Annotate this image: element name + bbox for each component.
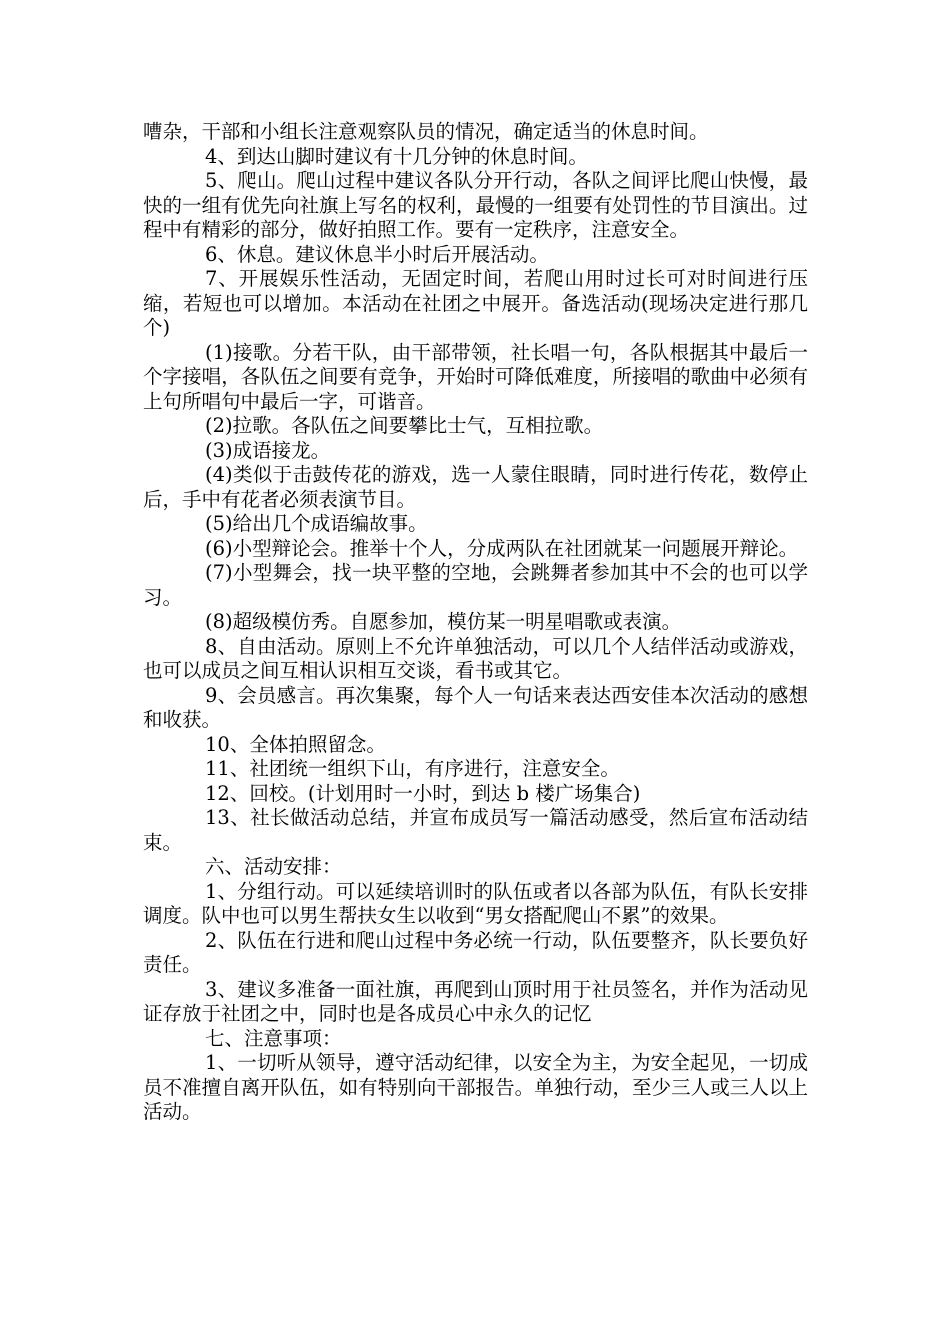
paragraph-item-6: 6、休息。建议休息半小时后开展活动。 <box>205 242 549 266</box>
paragraph-arrangement-3: 3、建议多准备一面社旗，再爬到山顶时用于社员签名，并作为活动见证存放于社团之中，同时也是各成员心中永久的记忆 <box>143 977 808 1025</box>
paragraph-sub-item-3: (3)成语接龙。 <box>205 438 331 462</box>
paragraph-sub-item-1: (1)接歌。分若干队，由干部带领，社长唱一句，各队根据其中最后一个字接唱，各队伍之间要有竞争，开始时可降低难度，所接唱的歌曲中必须有上句所唱句中最后一字，可谐音。 <box>143 340 808 413</box>
paragraph-sub-item-6: (6)小型辩论会。推举十个人，分成两队在社团就某一问题展开辩论。 <box>205 536 799 560</box>
paragraph-item-12: 12、回校。(计划用时一小时，到达 b 楼广场集合) <box>205 781 641 805</box>
paragraph-item-13: 13、社长做活动总结，并宣布成员写一篇活动感受，然后宣布活动结束。 <box>143 806 808 854</box>
paragraph-arrangement-1: 1、分组行动。可以延续培训时的队伍或者以各部为队伍，有队长安排调度。队中也可以男生帮扶女生以收到“男女搭配爬山不累”的效果。 <box>143 879 808 927</box>
document-body <box>143 120 808 1125</box>
paragraph-item-10: 10、全体拍照留念。 <box>205 732 386 756</box>
paragraph-sub-item-4: (4)类似于击鼓传花的游戏，选一人蒙住眼睛，同时进行传花，数停止后，手中有花者必须表演节目。 <box>143 463 808 511</box>
paragraph-sub-item-2: (2)拉歌。各队伍之间要攀比士气，互相拉歌。 <box>205 414 604 437</box>
paragraph-precaution-1: 1、一切听从领导，遵守活动纪律，以安全为主，为安全起见，一切成员不准擅自离开队伍，如有特别向干部报告。单独行动，至少三人或三人以上活动。 <box>143 1051 808 1123</box>
paragraph-sub-item-5: (5)给出几个成语编故事。 <box>205 512 428 535</box>
paragraph-continuation: 嘈杂，干部和小组长注意观察队员的情况，确定适当的休息时间。 <box>143 120 709 143</box>
paragraph-item-4: 4、到达山脚时建议有十几分钟的休息时间。 <box>205 144 588 168</box>
paragraph-sub-item-8: (8)超级模仿秀。自愿参加，模仿某一明星唱歌或表演。 <box>205 610 682 633</box>
paragraph-item-5: 5、爬山。爬山过程中建议各队分开行动，各队之间评比爬山快慢，最快的一组有优先向社旗上写名的权利，最慢的一组要有处罚性的节目演出。过程中有精彩的部分，做好拍照工作。要有一定秩序，注意安全。 <box>143 169 808 241</box>
paragraph-item-11: 11、社团统一组织下山，有序进行，注意安全。 <box>205 757 620 780</box>
paragraph-item-7: 7、开展娱乐性活动，无固定时间，若爬山用时过长可对时间进行压缩，若短也可以增加。本活动在社团之中展开。备选活动(现场决定进行那几个) <box>143 267 808 339</box>
paragraph-item-8: 8、自由活动。原则上不允许单独活动，可以几个人结伴活动或游戏，也可以成员之间互相认识相互交谈，看书或其它。 <box>143 634 808 682</box>
paragraph-arrangement-2: 2、队伍在行进和爬山过程中务必统一行动，队伍要整齐，队长要负好责任。 <box>143 928 808 976</box>
paragraph-sub-item-7: (7)小型舞会，找一块平整的空地，会跳舞者参加其中不会的也可以学习。 <box>143 561 808 609</box>
section-heading-activity-arrangement: 六、活动安排： <box>205 855 342 878</box>
paragraph-item-9: 9、会员感言。再次集聚，每个人一句话来表达西安佳本次活动的感想和收获。 <box>143 683 808 731</box>
section-heading-precautions: 七、注意事项： <box>205 1026 342 1050</box>
